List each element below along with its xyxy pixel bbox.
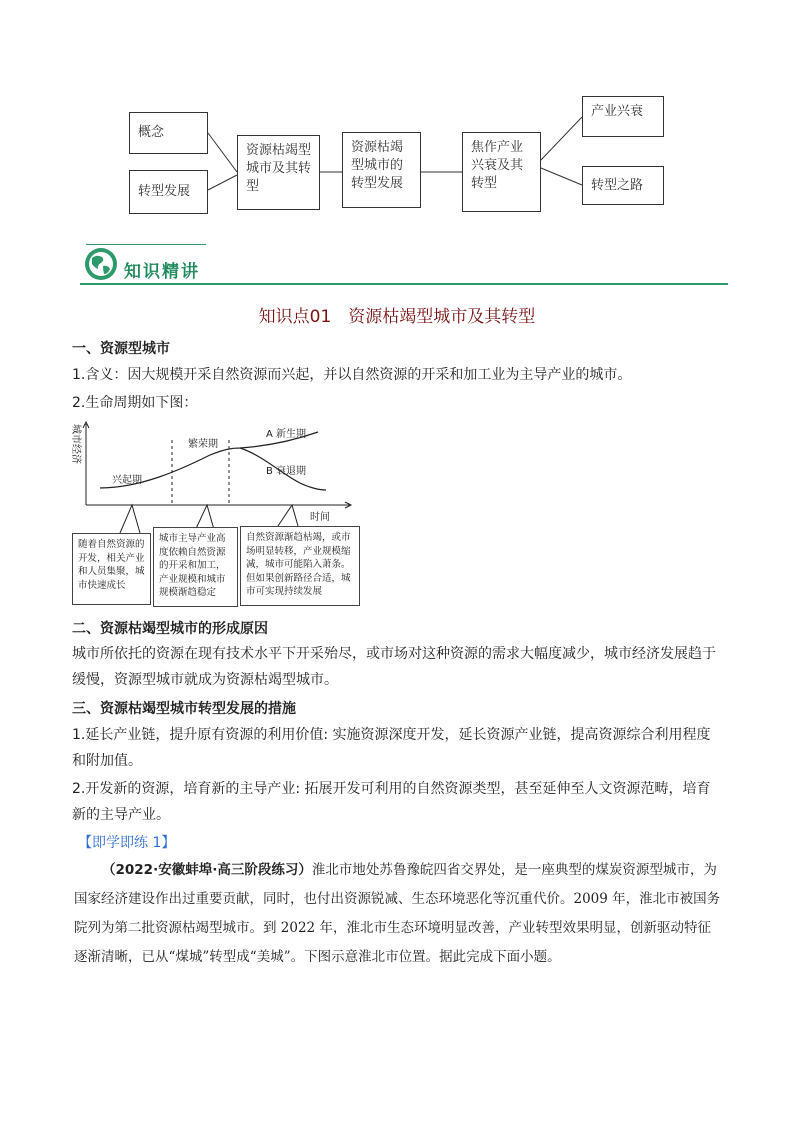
practice-tag: 【即学即练 1】 (78, 835, 176, 851)
mindmap-node-2-label: 资源枯竭型城市的转型发展 (351, 140, 404, 191)
lifecycle-note-2: 城市主导产业高度依赖自然资源的开采和加工，产业规模和城市规模渐趋稳定 (153, 527, 238, 607)
mindmap-node-3-label: 焦作产业兴衰及其转型 (471, 140, 524, 191)
part2-heading: 二、资源枯竭型城市的形成原因 (72, 621, 268, 637)
lifecycle-note-1: 随着自然资源的开发，相关产业和人员集聚，城市快速成长 (72, 533, 151, 605)
lifecycle-b-label: B 衰退期 (266, 466, 307, 477)
lifecycle-rise-label: 兴起期 (112, 475, 142, 486)
mindmap-concept-label: 概念 (138, 125, 165, 140)
part1-definition: 1.含义：因大规模开采自然资源而兴起，并以自然资源的开采和加工业为主导产业的城市。 (72, 367, 632, 383)
part3-measure-2: 2.开发新的资源，培育新的主导产业: 拓展开发可利用的自然资源类型，甚至延伸至人文资源范畴，培育新的主导产业。 (72, 781, 711, 823)
mindmap-rise-fall-label: 产业兴衰 (591, 104, 644, 119)
mindmap-road-label: 转型之路 (591, 177, 644, 193)
practice-question (74, 856, 724, 972)
practice-text: 淮北市地处苏鲁豫皖四省交界处，是一座典型的煤炭资源型城市，为国家经济建设作出过重要贡献，同时，也付出资源锐减、生态环境恶化等沉重代价。2009 年，淮北市被国务院列为第二批资源枯竭型城市。到 2022 年，淮北市生态环境明显改善，产业转型效果明显，创新驱动特征逐渐清晰，已从“煤城”转型成“美城”。下图示意淮北市位置。据此完成下面小题。 (74, 862, 721, 965)
lifecycle-y-label: 城市经济 (70, 424, 81, 464)
part3-heading: 三、资源枯竭型城市转型发展的措施 (72, 701, 296, 717)
lifecycle-note-3: 自然资源渐趋枯竭，或市场明显转移，产业规模缩减，城市可能陷入萧条。但如果创新路径合适，城市可实现持续发展 (240, 526, 360, 606)
header-title: 知识精讲 (124, 262, 200, 282)
lifecycle-boom-label: 繁荣期 (188, 439, 218, 450)
mindmap-node-1-label: 资源枯竭型城市及其转型 (246, 143, 312, 194)
part2-text: 城市所依托的资源在现有技术水平下开采殆尽，或市场对这种资源的需求大幅度减少，城市经济发展趋于缓慢，资源型城市就成为资源枯竭型城市。 (72, 646, 716, 688)
mindmap-transform-dev-label: 转型发展 (138, 184, 191, 199)
practice-source: （2022·安徽蚌埠·高三阶段练习） (102, 862, 312, 878)
lifecycle-a-label: A 新生期 (266, 429, 307, 440)
part1-heading: 一、资源型城市 (72, 341, 170, 357)
part3-measure-1: 1.延长产业链，提升原有资源的利用价值: 实施资源深度开发，延长资源产业链，提高资源综合利用程度和附加值。 (72, 727, 711, 769)
lifecycle-x-label: 时间 (310, 512, 330, 523)
part1-cycle-intro: 2.生命周期如下图： (72, 395, 198, 411)
section-title: 知识点01 资源枯竭型城市及其转型 (258, 307, 536, 327)
